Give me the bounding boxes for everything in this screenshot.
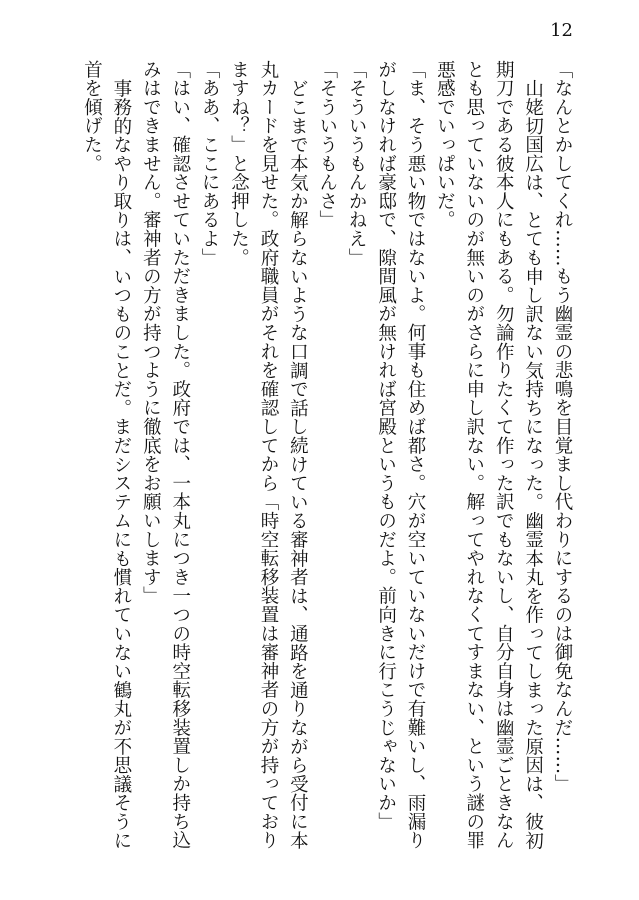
paragraph: 「なんとかしてくれ……もう幽霊の悲鳴を目覚まし代わりにするのは御免なんだ……」 xyxy=(552,60,573,794)
paragraph: 山姥切国広は、とても申し訳ない気持ちになった。幽霊本丸を作ってしまった原因は、彼初期刀である彼本人にもある。勿論作りたくて作った訳でもないし、自分自身は幽霊ごときなんとも思っていないのが無いのがさらに申し訳ない。解ってやれなくてすまない、という謎の罪悪感でいっぱいだ。 xyxy=(434,60,544,850)
paragraph: 事務的なやり取りは、いつものことだ。まだシステムにも慣れていない鶴丸が不思議そうに首を傾げた。 xyxy=(81,60,132,850)
body-text xyxy=(77,60,577,850)
paragraph: 「ああ、ここにあるよ」 xyxy=(199,60,221,267)
paragraph: 「ま、そう悪い物ではないよ。何事も住めば都さ。穴が空いていないだけで有難いし、雨漏りがしなければ豪邸で、隙間風が無ければ宮殿というものだよ。前向きに行こうじゃないか」 xyxy=(375,60,426,850)
paragraph: どこまで本気か解らないような口調で話し続けている審神者は、通路を通りながら受付に本丸カードを見せた。政府職員がそれを確認してから「時空転移装置は審神者の方が持っておりますね？」と念押した。 xyxy=(228,60,309,850)
paragraph: 「そういうもんさ」 xyxy=(316,60,338,230)
page-number: 12 xyxy=(550,20,573,41)
paragraph: 「そういうもんかねえ」 xyxy=(346,60,368,267)
paragraph: 「はい、確認させていただきました。政府では、一本丸につき一つの時空転移装置しか持ち込みはできません。審神者の方が持つように徹底をお願いします」 xyxy=(140,60,191,850)
